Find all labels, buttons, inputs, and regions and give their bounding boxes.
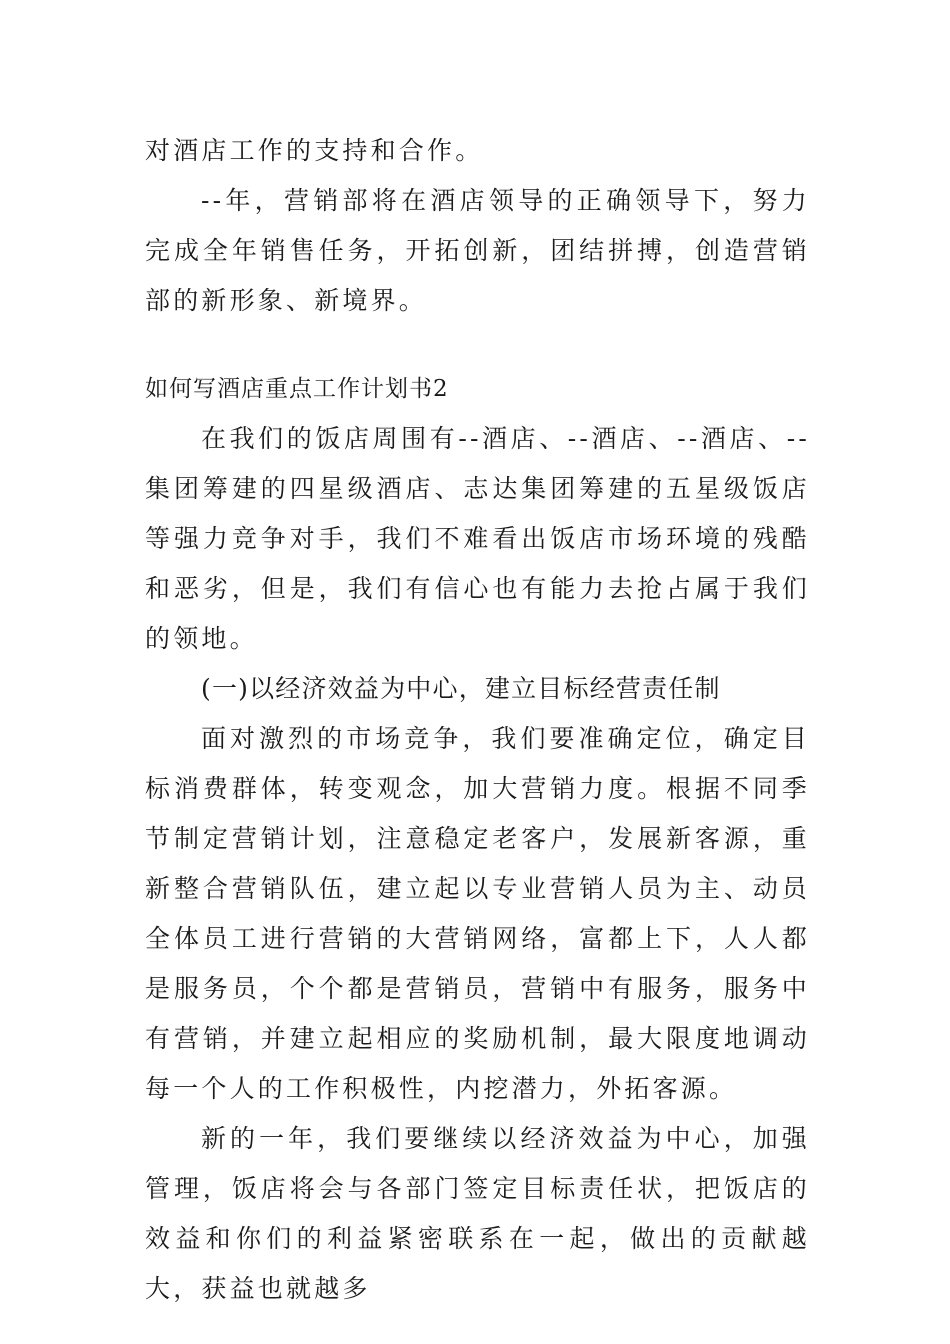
- paragraph-new-year: 新的一年，我们要继续以经济效益为中心，加强管理，饭店将会与各部门签定目标责任状，把饭店的效益和你们的利益紧密联系在一起，做出的贡献越大，获益也就越多: [145, 1124, 810, 1303]
- list-item-heading-one: (一)以经济效益为中心，建立目标经营责任制: [201, 674, 721, 703]
- document-page: [145, 126, 810, 1314]
- paragraph-closing-support: 对酒店工作的支持和合作。: [145, 136, 484, 165]
- section-heading: 如何写酒店重点工作计划书2: [145, 376, 449, 402]
- paragraph-market-competition: 面对激烈的市场竞争，我们要准确定位，确定目标消费群体，转变观念，加大营销力度。根据不同季节制定营销计划，注意稳定老客户，发展新客源，重新整合营销队伍，建立起以专业营销人员为主、动员全体员工进行营销的大营销网络，富都上下，人人都是服务员，个个都是营销员，营销中有服务，服务中有营销，并建立起相应的奖励机制，最大限度地调动每一个人的工作积极性，内挖潜力，外拓客源。: [145, 724, 810, 1103]
- paragraph-competitors: 在我们的饭店周围有--酒店、--酒店、--酒店、--集团筹建的四星级酒店、志达集团筹建的五星级饭店等强力竞争对手，我们不难看出饭店市场环境的残酷和恶劣，但是，我们有信心也有能力去抢占属于我们的领地。: [145, 424, 810, 653]
- paragraph-annual-goal: --年，营销部将在酒店领导的正确领导下，努力完成全年销售任务，开拓创新，团结拼搏，创造营销部的新形象、新境界。: [145, 186, 810, 315]
